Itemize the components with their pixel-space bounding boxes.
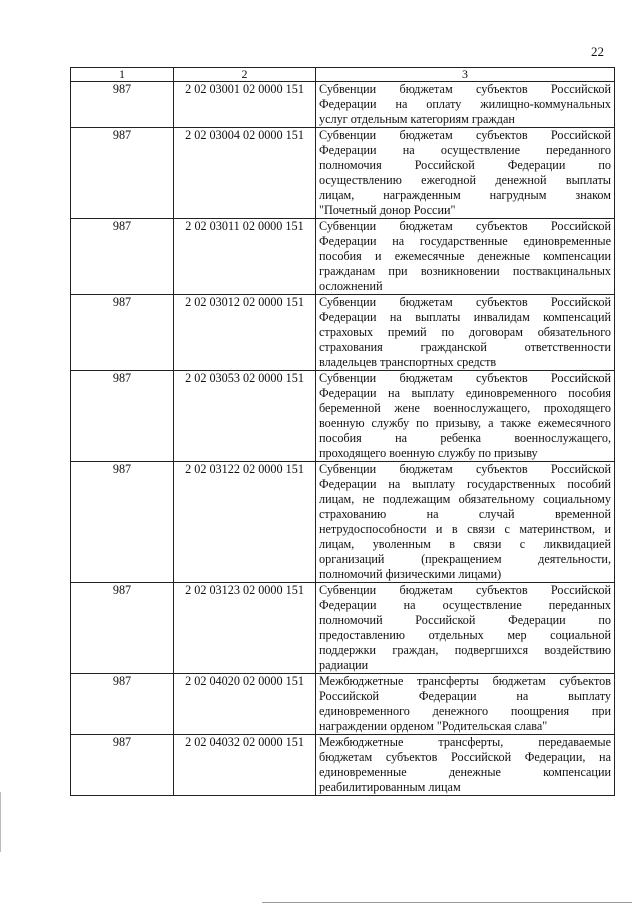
description-line: радиации xyxy=(319,658,369,672)
description-line: единовременные денежные компенсации xyxy=(319,765,611,779)
description-line: осложнений xyxy=(319,279,383,293)
description-line: страхования гражданской ответственности xyxy=(319,340,611,354)
table-row xyxy=(71,674,615,735)
description-line: лицам, уволенным в связи с ликвидацией xyxy=(319,537,611,551)
description-line: Федерации на выплату единовременного пособия xyxy=(319,386,611,400)
description-line: военную службу по призыву, а также ежемесячного xyxy=(319,416,611,430)
description-line: Федерации на выплаты инвалидам компенсаций xyxy=(319,310,611,324)
description-line: лицам, награжденным нагрудным знаком xyxy=(319,188,611,202)
column-header-2: 2 xyxy=(174,68,316,82)
table-row xyxy=(71,735,615,796)
description-line: Субвенции бюджетам субъектов Российской xyxy=(319,128,611,142)
description-line: страховых премий по договорам обязательного xyxy=(319,325,611,339)
description-line: Федерации на государственные единовременные xyxy=(319,234,611,248)
description-line: Межбюджетные трансферты, передаваемые xyxy=(319,735,611,749)
description-line: реабилитированным лицам xyxy=(319,780,461,794)
admin-code-cell: 987 xyxy=(71,735,174,796)
scan-edge-mark xyxy=(0,792,1,852)
description-cell xyxy=(316,371,615,462)
description-line: полномочия Российской Федерации по xyxy=(319,158,611,172)
table-row xyxy=(71,371,615,462)
budget-code-cell: 2 02 03053 02 0000 151 xyxy=(174,371,316,462)
page-number: 22 xyxy=(591,44,604,59)
budget-code-cell: 2 02 03001 02 0000 151 xyxy=(174,82,316,128)
description-line: полномочий физическими лицами) xyxy=(319,567,502,581)
budget-classification-table xyxy=(70,67,615,796)
description-line: страхованию на случай временной xyxy=(319,507,611,521)
admin-code-cell: 987 xyxy=(71,82,174,128)
description-line: лицам, не подлежащим обязательному социальному xyxy=(319,492,611,506)
table-row xyxy=(71,128,615,219)
description-line: осуществлению ежегодной денежной выплаты xyxy=(319,173,611,187)
description-cell xyxy=(316,735,615,796)
description-line: награждении орденом "Родительская слава" xyxy=(319,719,548,733)
table-row xyxy=(71,583,615,674)
budget-code-cell: 2 02 04020 02 0000 151 xyxy=(174,674,316,735)
description-cell xyxy=(316,674,615,735)
scan-bottom-edge xyxy=(262,902,632,903)
description-line: полномочий Российской Федерации по xyxy=(319,613,611,627)
description-line: единовременного денежного поощрения при xyxy=(319,704,611,718)
description-line: Субвенции бюджетам субъектов Российской xyxy=(319,583,611,597)
budget-code-cell: 2 02 03012 02 0000 151 xyxy=(174,295,316,371)
description-cell xyxy=(316,462,615,583)
column-header-1: 1 xyxy=(71,68,174,82)
description-cell xyxy=(316,219,615,295)
description-cell xyxy=(316,128,615,219)
description-line: владельцев транспортных средств xyxy=(319,355,497,369)
description-line: Субвенции бюджетам субъектов Российской xyxy=(319,462,611,476)
description-line: проходящего военную службу по призыву xyxy=(319,446,538,460)
description-cell xyxy=(316,583,615,674)
description-line: Субвенции бюджетам субъектов Российской xyxy=(319,219,611,233)
budget-code-cell: 2 02 03004 02 0000 151 xyxy=(174,128,316,219)
admin-code-cell: 987 xyxy=(71,462,174,583)
description-line: гражданам при возникновении поствакцинальных xyxy=(319,264,611,278)
description-line: Субвенции бюджетам субъектов Российской xyxy=(319,371,611,385)
description-line: организаций (прекращением деятельности, xyxy=(319,552,611,566)
description-line: поддержки граждан, подвергшихся воздействию xyxy=(319,643,611,657)
description-line: пособия на ребенка военнослужащего, xyxy=(319,431,611,445)
admin-code-cell: 987 xyxy=(71,674,174,735)
table-row xyxy=(71,462,615,583)
table-row xyxy=(71,219,615,295)
table-row xyxy=(71,82,615,128)
description-line: Российской Федерации на выплату xyxy=(319,689,611,703)
description-line: нетрудоспособности и в связи с материнством, и xyxy=(319,522,611,536)
budget-code-cell: 2 02 03122 02 0000 151 xyxy=(174,462,316,583)
budget-code-cell: 2 02 04032 02 0000 151 xyxy=(174,735,316,796)
description-line: Межбюджетные трансферты бюджетам субъектов xyxy=(319,674,611,688)
description-line: беременной жене военнослужащего, проходящего xyxy=(319,401,611,415)
description-cell xyxy=(316,82,615,128)
description-line: бюджетам субъектов Российской Федерации, на xyxy=(319,750,611,764)
budget-code-cell: 2 02 03123 02 0000 151 xyxy=(174,583,316,674)
description-line: Федерации на осуществление переданного xyxy=(319,143,611,157)
description-line: Субвенции бюджетам субъектов Российской xyxy=(319,82,611,96)
column-header-3: 3 xyxy=(316,68,615,82)
admin-code-cell: 987 xyxy=(71,295,174,371)
description-line: Федерации на оплату жилищно-коммунальных xyxy=(319,97,611,111)
description-line: Федерации на выплату государственных пособий xyxy=(319,477,611,491)
description-cell xyxy=(316,295,615,371)
description-line: "Почетный донор России" xyxy=(319,203,456,217)
description-line: пособия и ежемесячные денежные компенсации xyxy=(319,249,611,263)
budget-code-cell: 2 02 03011 02 0000 151 xyxy=(174,219,316,295)
admin-code-cell: 987 xyxy=(71,219,174,295)
description-line: предоставлению отдельных мер социальной xyxy=(319,628,611,642)
description-line: услуг отдельным категориям граждан xyxy=(319,112,515,126)
admin-code-cell: 987 xyxy=(71,583,174,674)
table-header-row xyxy=(71,68,615,82)
description-line: Федерации на осуществление переданных xyxy=(319,598,611,612)
table-row xyxy=(71,295,615,371)
description-line: Субвенции бюджетам субъектов Российской xyxy=(319,295,611,309)
admin-code-cell: 987 xyxy=(71,128,174,219)
admin-code-cell: 987 xyxy=(71,371,174,462)
